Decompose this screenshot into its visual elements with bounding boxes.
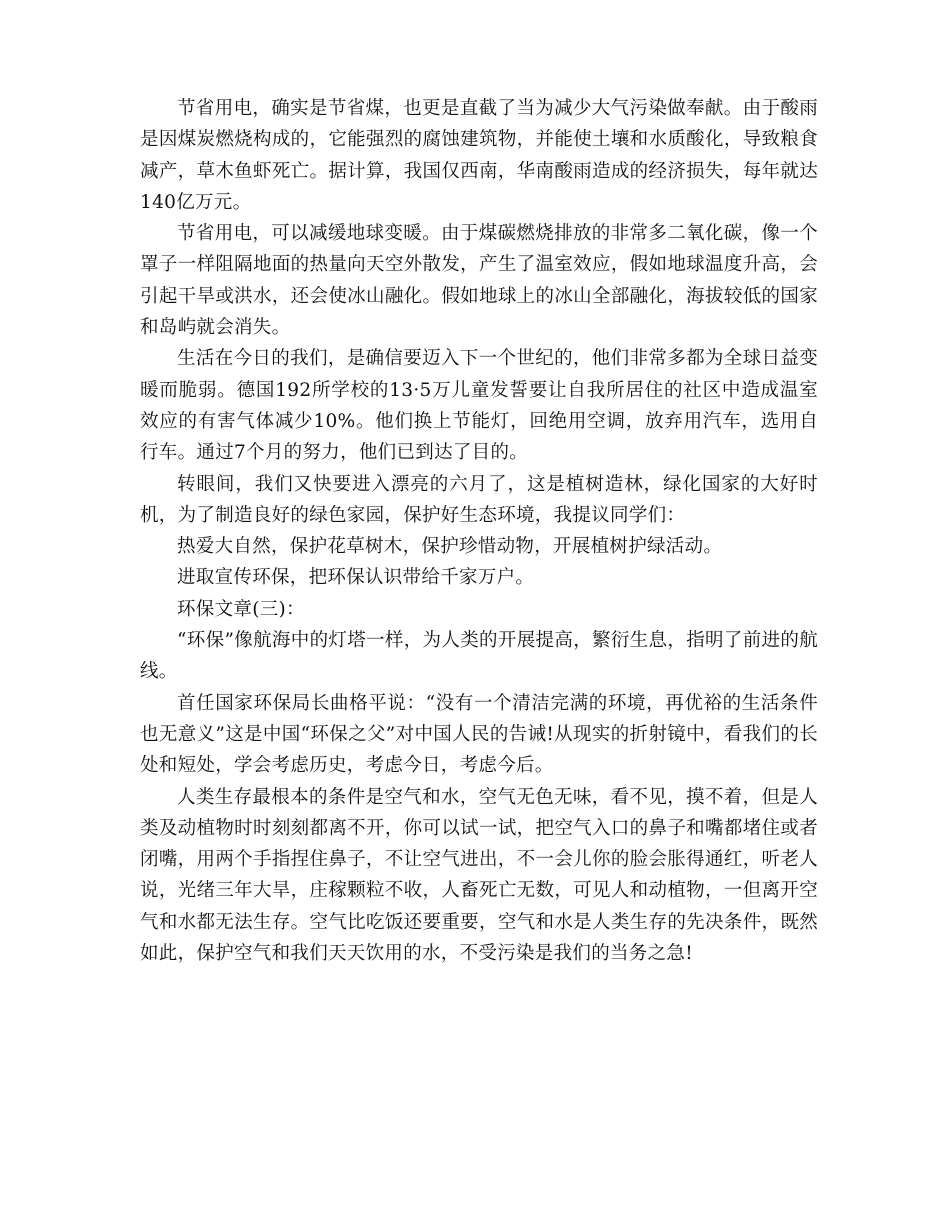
paragraph-3: 生活在今日的我们，是确信要迈入下一个世纪的，他们非常多都为全球日益变暖而脆弱。德国192所学校的13·5万儿童发誓要让自我所居住的社区中造成温室效应的有害气体减少10%。他们换上节能灯，回绝用空调，放弃用汽车，选用自行车。通过7个月的努力，他们已到达了目的。 bbox=[140, 348, 818, 464]
document-body bbox=[140, 93, 818, 969]
paragraph-1: 节省用电，确实是节省煤，也更是直截了当为减少大气污染做奉献。由于酸雨是因煤炭燃烧构成的，它能强烈的腐蚀建筑物，并能使土壤和水质酸化，导致粮食减产，草木鱼虾死亡。据计算，我国仅西南，华南酸雨造成的经济损失，每年就达140亿万元。 bbox=[140, 98, 818, 213]
paragraph-8: 首任国家环保局长曲格平说：“没有一个清洁完满的环境，再优裕的生活条件也无意义”这是中国“环保之父”对中国人民的告诫!从现实的折射镜中，看我们的长处和短处，学会考虑历史，考虑今日，考虑今后。 bbox=[140, 692, 818, 777]
paragraph-2: 节省用电，可以减缓地球变暖。由于煤碳燃烧排放的非常多二氧化碳，像一个罩子一样阻隔地面的热量向天空外散发，产生了温室效应，假如地球温度升高，会引起干旱或洪水，还会使冰山融化。假如地球上的冰山全部融化，海拔较低的国家和岛屿就会消失。 bbox=[140, 223, 818, 339]
paragraph-4: 转眼间，我们又快要进入漂亮的六月了，这是植树造林，绿化国家的大好时机，为了制造良好的绿色家园，保护好生态环境，我提议同学们： bbox=[140, 473, 818, 526]
paragraph-6: 进取宣传环保，把环保认识带给千家万户。 bbox=[177, 567, 535, 589]
paragraph-7: “环保”像航海中的灯塔一样，为人类的开展提高，繁衍生息，指明了前进的航线。 bbox=[140, 630, 818, 683]
section-heading: 环保文章(三)： bbox=[177, 598, 305, 620]
paragraph-5: 热爱大自然，保护花草树木，保护珍惜动物，开展植树护绿活动。 bbox=[177, 536, 723, 558]
paragraph-9: 人类生存最根本的条件是空气和水，空气无色无味，看不见，摸不着，但是人类及动植物时时刻刻都离不开，你可以试一试，把空气入口的鼻子和嘴都堵住或者闭嘴，用两个手指捏住鼻子，不让空气进出，不一会儿你的脸会胀得通红，听老人说，光绪三年大旱，庄稼颗粒不收，人畜死亡无数，可见人和动植物，一但离开空气和水都无法生存。空气比吃饭还要重要，空气和水是人类生存的先决条件，既然如此，保护空气和我们天天饮用的水，不受污染是我们的当务之急! bbox=[140, 786, 818, 965]
